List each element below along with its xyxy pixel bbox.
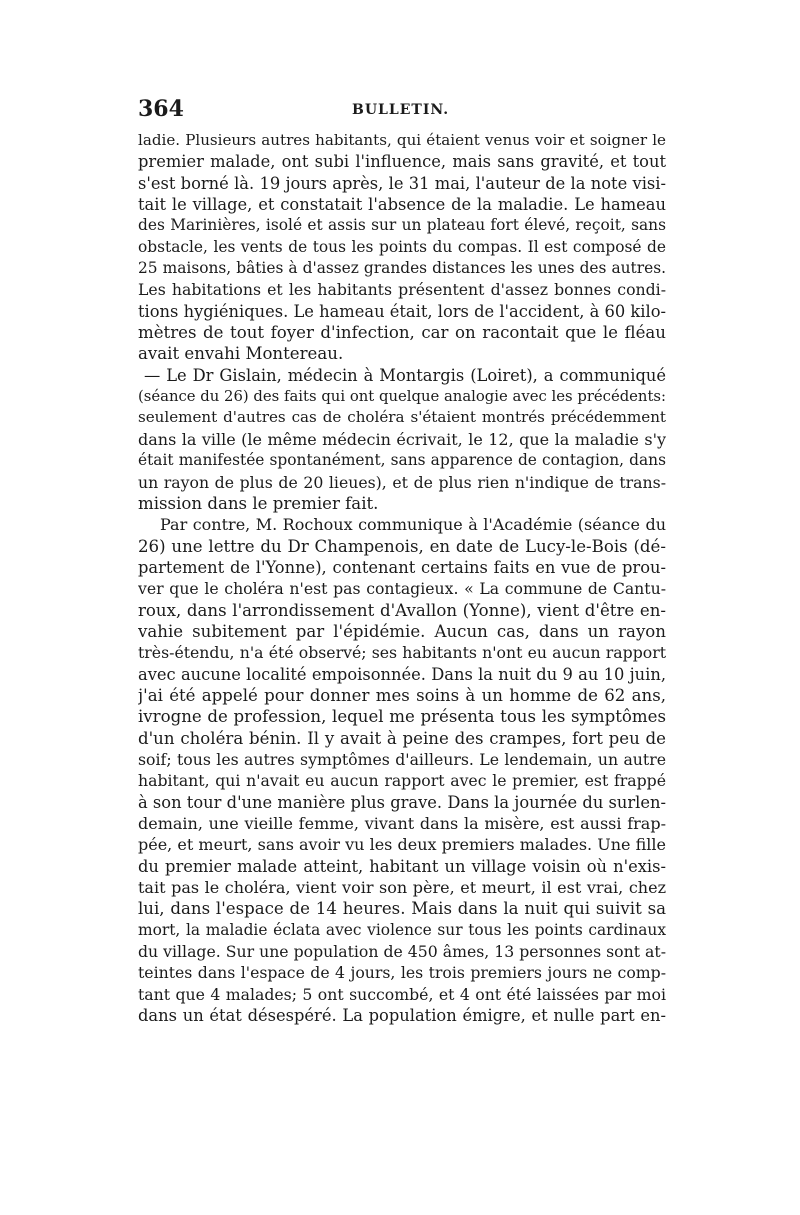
text-line: premier malade, ont subi l'influence, mais sans gravité, et tout [138, 152, 666, 172]
text-line: ivrogne de profession, lequel me présenta tous les symptômes [138, 707, 666, 727]
text-line: mort, la maladie éclata avec violence sur tous les points cardinaux [138, 920, 666, 939]
text-line: soif; tous les autres symptômes d'ailleurs. Le lendemain, un autre [138, 749, 666, 769]
text-line: vahie subitement par l'épidémie. Aucun cas, dans un rayon [138, 621, 666, 641]
text-line: était manifestée spontanément, sans apparence de contagion, dans [138, 451, 666, 470]
text-line: tait pas le choléra, vient voir son père, et meurt, il est vrai, chez [138, 878, 666, 898]
text-line: roux, dans l'arrondissement d'Avallon (Yonne), vient d'être en- [138, 600, 666, 620]
text-line: habitant, qui n'avait eu aucun rapport avec le premier, est frappé [138, 771, 666, 791]
text-line: partement de l'Yonne), contenant certains faits en vue de prou- [138, 557, 666, 577]
paragraph-start-line: — Le Dr Gislain, médecin à Montargis (Loiret), a communiqué [144, 365, 666, 385]
text-line: teintes dans l'espace de 4 jours, les trois premiers jours ne comp- [138, 963, 666, 983]
text-line: tait le village, et constatait l'absence de la maladie. Le hameau [138, 195, 666, 215]
text-line: s'est borné là. 19 jours après, le 31 mai, l'auteur de la note visi- [138, 173, 666, 193]
text-line: pée, et meurt, sans avoir vu les deux premiers malades. Une fille [138, 835, 666, 855]
text-line: 26) une lettre du Dr Champenois, en date de Lucy-le-Bois (dé- [138, 536, 666, 556]
text-line: (séance du 26) des faits qui ont quelque analogie avec les précédents: [138, 388, 666, 406]
text-line: avait envahi Montereau. [138, 344, 344, 364]
text-line: du premier malade atteint, habitant un village voisin où n'exis- [138, 856, 666, 876]
text-line: à son tour d'une manière plus grave. Dans la journée du surlen- [138, 792, 666, 812]
text-line: ver que le choléra n'est pas contagieux. « La commune de Cantu- [138, 579, 666, 599]
text-line: d'un choléra bénin. Il y avait à peine des crampes, fort peu de [138, 728, 666, 748]
text-line: très-étendu, n'a été observé; ses habitants n'ont eu aucun rapport [138, 643, 666, 663]
text-line: dans un état désespéré. La population émigre, et nulle part en- [138, 1006, 666, 1026]
text-line: du village. Sur une population de 450 âmes, 13 personnes sont at- [138, 942, 666, 962]
text-line: tant que 4 malades; 5 ont succombé, et 4 ont été laissées par moi [138, 984, 666, 1004]
text-line: mission dans le premier fait. [138, 493, 379, 513]
text-line: demain, une vieille femme, vivant dans la misère, est aussi frap- [138, 814, 666, 833]
text-line: seulement d'autres cas de choléra s'étaient montrés précédemment [138, 408, 666, 427]
page-header [138, 96, 666, 126]
text-line: lui, dans l'espace de 14 heures. Mais dans la nuit qui suivit sa [138, 899, 666, 919]
page-number: 364 [138, 96, 184, 122]
running-title: BULLETIN. [352, 102, 450, 118]
text-line: Les habitations et les habitants présentent d'assez bonnes condi- [138, 280, 666, 300]
text-line: obstacle, les vents de tous les points du compas. Il est composé de [138, 237, 666, 256]
text-line: dans la ville (le même médecin écrivait, le 12, que la maladie s'y [138, 429, 666, 449]
text-line: 25 maisons, bâties à d'assez grandes distances les unes des autres. [138, 259, 666, 278]
text-line: tions hygiéniques. Le hameau était, lors de l'accident, à 60 kilo- [138, 301, 666, 321]
text-line: avec aucune localité empoisonnée. Dans la nuit du 9 au 10 juin, [138, 664, 666, 684]
text-line: j'ai été appelé pour donner mes soins à un homme de 62 ans, [138, 685, 666, 705]
text-line: des Marinières, isolé et assis sur un plateau fort élevé, reçoit, sans [138, 216, 666, 235]
paragraph-start-line: Par contre, M. Rochoux communique à l'Académie (séance du [160, 515, 666, 535]
text-line: un rayon de plus de 20 lieues), et de plus rien n'indique de trans- [138, 472, 666, 492]
body-text [138, 130, 666, 1026]
text-line: mètres de tout foyer d'infection, car on racontait que le fléau [138, 323, 666, 343]
text-line: ladie. Plusieurs autres habitants, qui étaient venus voir et soigner le [138, 131, 666, 149]
